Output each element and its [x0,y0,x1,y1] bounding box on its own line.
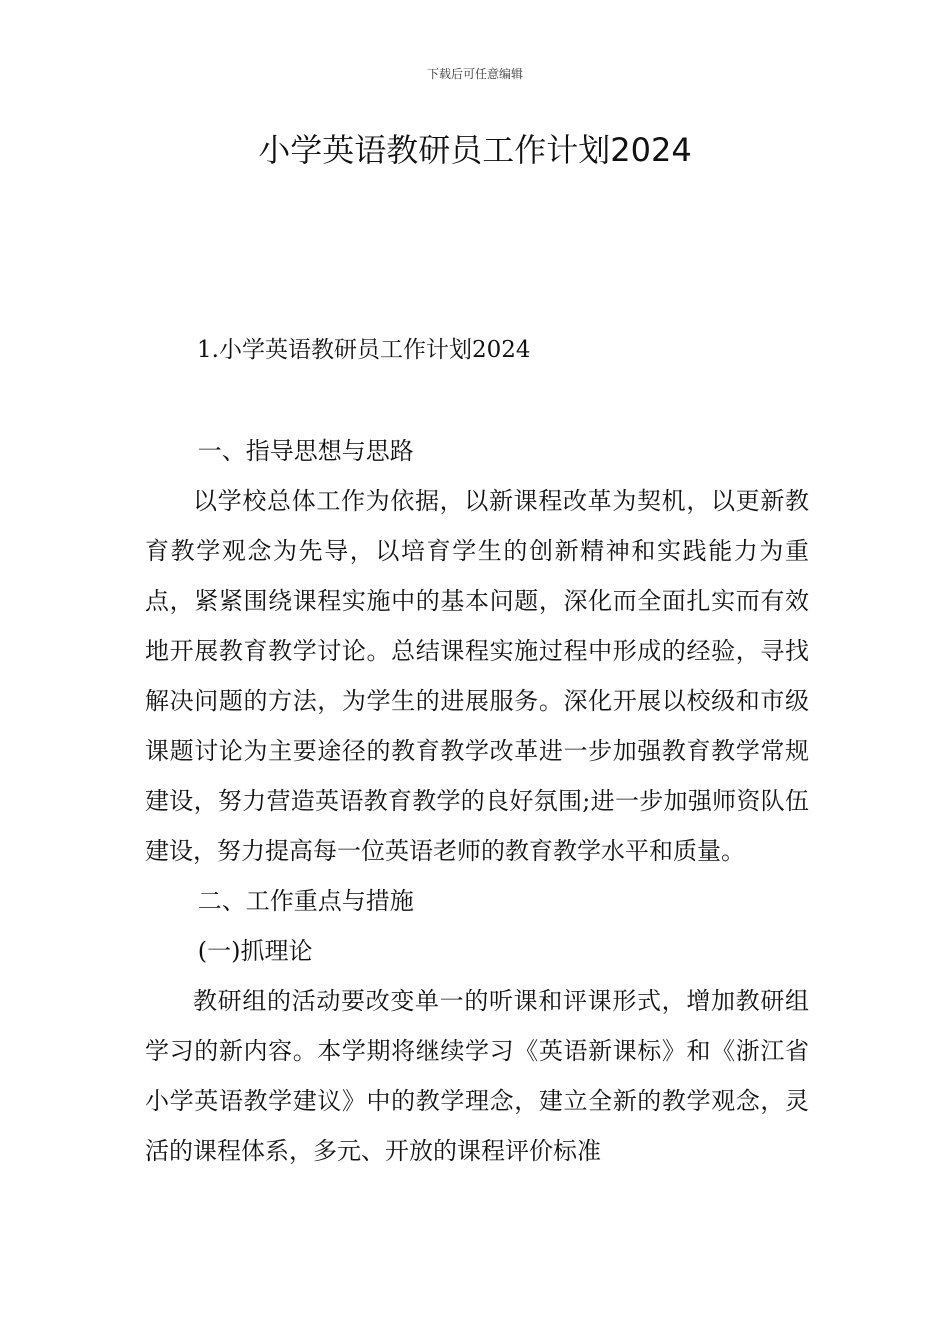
section-heading-guiding-ideas: 一、指导思想与思路 [197,437,414,465]
section-heading-key-work: 二、工作重点与措施 [197,887,414,915]
document-title: 小学英语教研员工作计划2024 [258,131,692,169]
subsection-heading-theory: (一)抓理论 [197,937,313,965]
document-body [145,426,809,1176]
paragraph-guiding-ideas: 以学校总体工作为依据，以新课程改革为契机，以更新教育教学观念为先导，以培育学生的创新精神和实践能力为重点，紧紧围绕课程实施中的基本问题，深化而全面扎实而有效地开展教育教学讨论。总结课程实施过程中形成的经验，寻找解决问题的方法，为学生的进展服务。深化开展以校级和市级课题讨论为主要途径的教育教学改革进一步加强教育教学常规建设，努力营造英语教育教学的良好氛围;进一步加强师资队伍建设，努力提高每一位英语老师的教育教学水平和质量。 [145,487,809,865]
paragraph-theory: 教研组的活动要改变单一的听课和评课形式，增加教研组学习的新内容。本学期将继续学习《英语新课标》和《浙江省小学英语教学建议》中的教学理念，建立全新的教学观念，灵活的课程体系，多元、开放的课程评价标准 [145,987,809,1165]
page-header-note: 下载后可任意编辑 [426,67,523,81]
item-heading: 1.小学英语教研员工作计划2024 [197,337,531,363]
